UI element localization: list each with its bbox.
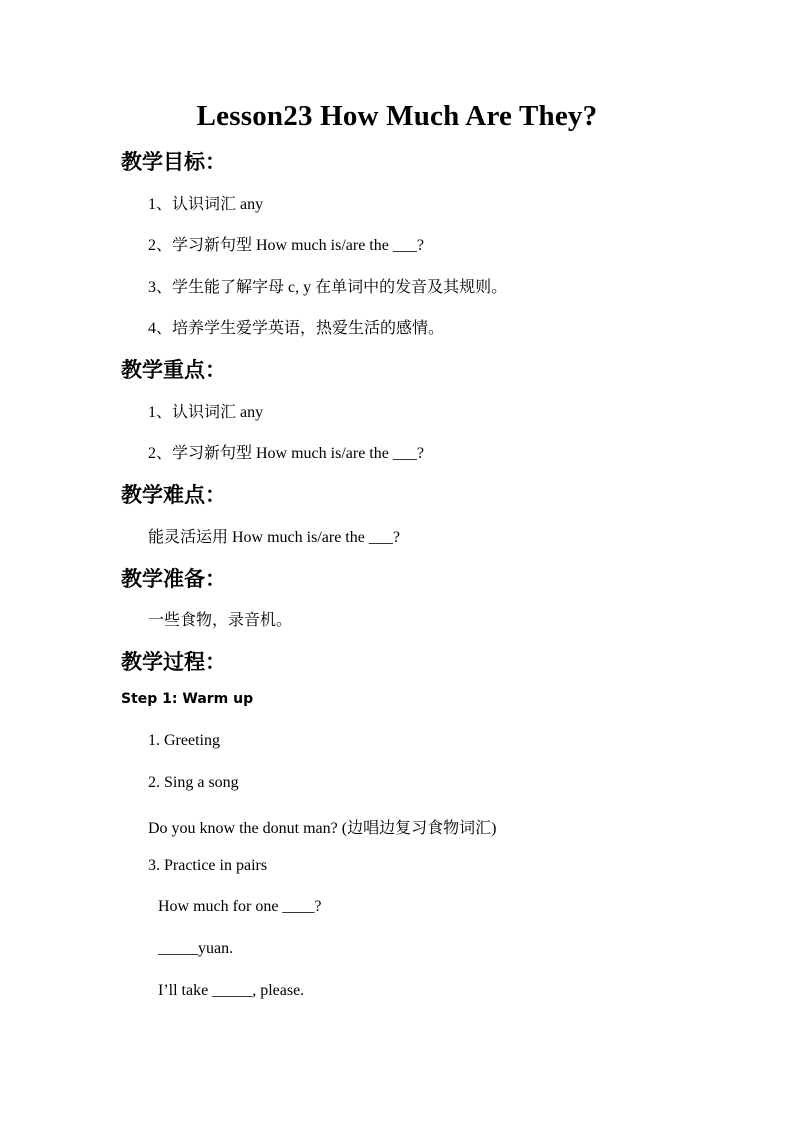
objective-2: 2、学习新句型 How much is/are the ___? xyxy=(148,237,424,254)
process-item-greeting: 1. Greeting xyxy=(148,732,220,749)
preparation-1: 一些食物，录音机。 xyxy=(148,612,293,629)
objective-1: 1、认识词汇 any xyxy=(148,196,264,213)
heading-difficulties: 教学难点： xyxy=(121,483,226,507)
process-item-practice: 3. Practice in pairs xyxy=(148,857,268,874)
heading-objectives: 教学目标： xyxy=(121,150,226,174)
objective-4: 4、培养学生爱学英语，热爱生活的感情。 xyxy=(148,320,445,337)
dialogue-line-1: How much for one ____? xyxy=(158,898,322,915)
key-point-2: 2、学习新句型 How much is/are the ___? xyxy=(148,445,424,462)
page-title: Lesson23 How Much Are They? xyxy=(196,100,598,132)
heading-key-points: 教学重点： xyxy=(121,358,226,382)
objective-3: 3、学生能了解字母 c, y 在单词中的发音及其规则。 xyxy=(148,279,508,296)
process-item-donut: Do you know the donut man? (边唱边复习食物词汇) xyxy=(148,820,497,837)
heading-preparation: 教学准备： xyxy=(121,567,226,591)
dialogue-line-2: _____yuan. xyxy=(158,940,234,957)
key-point-1: 1、认识词汇 any xyxy=(148,404,264,421)
process-item-song: 2. Sing a song xyxy=(148,774,239,791)
dialogue-line-3: I’ll take _____, please. xyxy=(158,982,305,999)
difficulty-1: 能灵活运用 How much is/are the ___? xyxy=(148,529,400,546)
step-1-heading: Step 1: Warm up xyxy=(121,691,254,707)
heading-process: 教学过程： xyxy=(121,650,226,674)
